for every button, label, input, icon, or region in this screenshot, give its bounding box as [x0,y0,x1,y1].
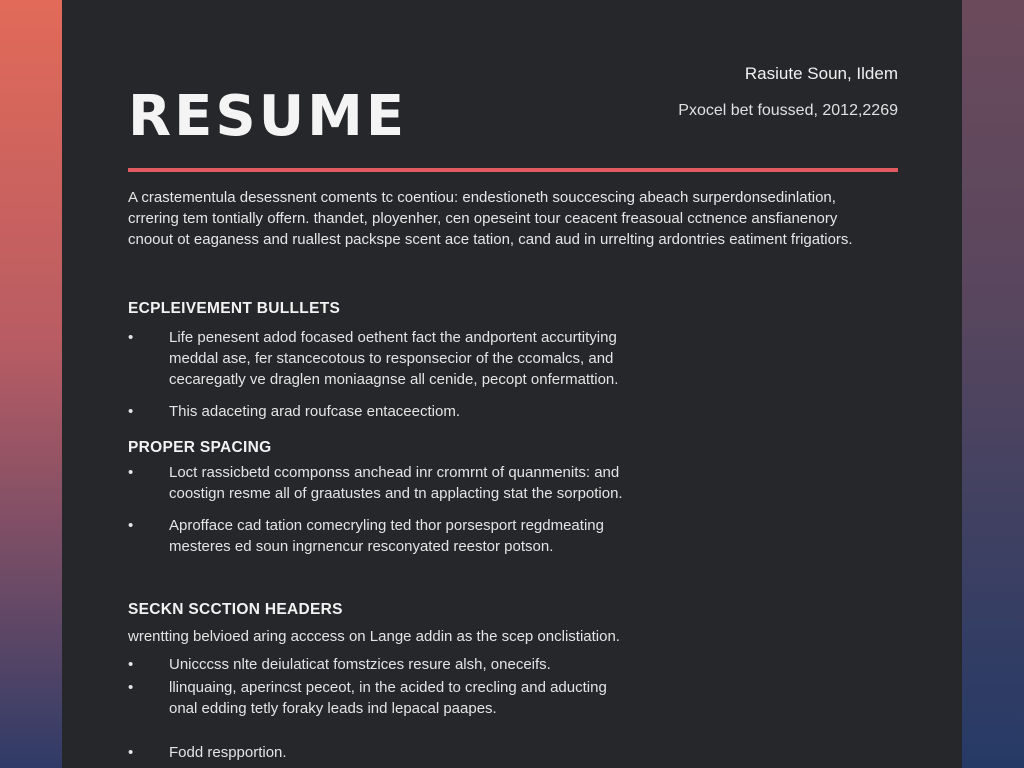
bullet-text: Loct rassicbetd ccomponss anchead inr cromrnt of quanmenits: and coostign resme all of graatustes and tn applacting stat the sorpotion. [169,464,623,502]
bullet-item [128,742,688,763]
bullet-text: llinquaing, aperincst peceot, in the acided to crecling and aducting onal edding tetly foraky leads ind lepacal paapes. [169,679,607,717]
bullet-item [128,515,688,557]
bullet-text: Aprofface cad tation comecryling ted thor porsesport regdmeating mesteres ed soun ingrnencur resconyated reestor potson. [169,517,604,555]
section-heading-headers: SECKN SCCTION HEADERS [128,601,343,618]
bullet-icon: • [128,464,134,481]
bullet-item [128,677,688,719]
bullet-icon: • [128,656,134,673]
background-gradient-right [962,0,1024,768]
bullet-text: Unicccss nlte deiulaticat fomstzices resure alsh, oneceifs. [169,656,551,673]
resume-page [62,0,962,768]
section-intro-text: wrentting belvioed aring acccess on Lange addin as the scep onclistiation. [128,628,620,645]
bullet-icon: • [128,403,134,420]
bullet-text: This adaceting arad roufcase entaceectiom. [169,403,460,420]
section-heading-spacing: PROPER SPACING [128,439,272,456]
summary-paragraph [128,187,908,250]
bullet-item [128,654,688,675]
summary-line: cnoout ot eaganess and ruallest packspe scent ace tation, cand aud in urrelting ardontries eatiment frigatiors. [128,231,853,248]
candidate-name: Rasiute Soun, Ildem [744,64,898,83]
contact-line: Pxocel bet foussed, 2012,2269 [678,102,898,119]
summary-line: A crastementula desessnent coments tc coentiou: endestioneth souccescing abeach surperdonsedinlation, [128,189,836,206]
bullet-icon: • [128,679,134,696]
bullet-icon: • [128,517,134,534]
bullet-icon: • [128,329,134,346]
bullet-text: Fodd respportion. [169,744,287,761]
bullet-item [128,327,688,390]
bullet-item [128,401,688,422]
bullet-icon: • [128,744,134,761]
bullet-item [128,462,688,504]
resume-title: RESUME [128,84,408,149]
title-divider [128,168,898,172]
section-heading-achievement: ECPLEIVEMENT BULLLETS [128,300,341,317]
summary-line: crrering tem tontially offern. thandet, ployenher, cen opeseint tour ceacent freasoual cctnence ansfianenory [128,210,838,227]
bullet-text: Life penesent adod focased oethent fact the andportent accurtitying meddal ase, fer stancecotous to responsecior of the ccomalcs, and cecaregatly ve draglen moniaagnse all cenide, pecopt onfermattion. [169,329,619,388]
